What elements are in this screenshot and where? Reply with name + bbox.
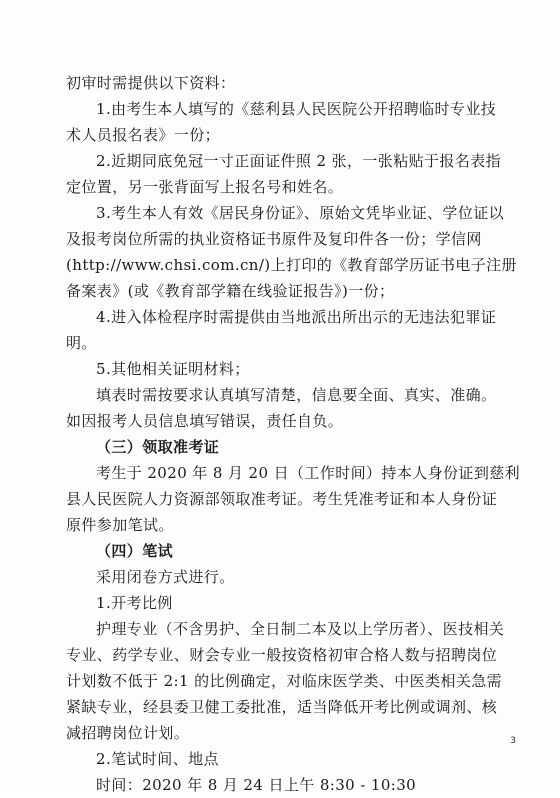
text-line: 备案表》(或《教育部学籍在线验证报告》)一份； [66, 282, 395, 300]
text-line: 1.由考生本人填写的《慈利县人民医院公开招聘临时专业技 [96, 100, 497, 118]
text-line: 1.开考比例 [96, 594, 173, 612]
text-line: 计划数不低于 2:1 的比例确定，对临床医学类、中医类相关急需 [66, 672, 503, 690]
page-number: 3 [510, 736, 516, 746]
section-heading: （四）笔试 [96, 542, 174, 560]
text-line: 及报考岗位所需的执业资格证书原件及复印件各一份；学信网 [66, 230, 482, 248]
text-line: 护理专业（不含男护、全日制二本及以上学历者）、医技相关 [96, 620, 505, 638]
section-heading: （三）领取准考证 [96, 438, 220, 456]
text-line: 3.考生本人有效《居民身份证》、原始文凭毕业证、学位证以 [96, 204, 505, 222]
text-line: 明。 [66, 334, 97, 352]
text-line: 考生于 2020 年 8 月 20 日（工作时间）持本人身份证到慈利 [96, 464, 521, 482]
text-line: 原件参加笔试。 [66, 516, 174, 534]
text-line: 专业、药学专业、财会专业一般按资格初审合格人数与招聘岗位 [66, 646, 498, 664]
text-line: 县人民医院人力资源部领取准考证。考生凭准考证和本人身份证 [66, 490, 498, 508]
document-body [66, 70, 521, 798]
text-line: 紧缺专业，经县委卫健工委批准，适当降低开考比例或调剂、核 [66, 698, 498, 716]
text-line: (http://www.chsi.com.cn/)上打印的《教育部学历证书电子注册 [66, 256, 517, 274]
text-line: 术人员报名表》一份； [66, 126, 221, 144]
text-line: 如因报考人员信息填写错误，责任自负。 [66, 412, 344, 430]
text-line: 2.近期同底免冠一寸正面证件照 2 张，一张粘贴于报名表指 [96, 152, 501, 170]
text-line: 2.笔试时间、地点 [96, 750, 219, 768]
text-line: 采用闭卷方式进行。 [96, 568, 235, 586]
text-line: 时间：2020 年 8 月 24 日上午 8:30 - 10:30 [96, 776, 417, 794]
text-line: 定位置，另一张背面写上报名号和姓名。 [66, 178, 344, 196]
text-line: 4.进入体检程序时需提供由当地派出所出示的无违法犯罪证 [96, 308, 497, 326]
text-line: 减招聘岗位计划。 [66, 724, 190, 742]
text-line: 填表时需按要求认真填写清楚，信息要全面、真实、准确。 [96, 386, 497, 404]
text-line: 初审时需提供以下资料： [66, 74, 236, 92]
text-line: 5.其他相关证明材料； [96, 360, 250, 378]
